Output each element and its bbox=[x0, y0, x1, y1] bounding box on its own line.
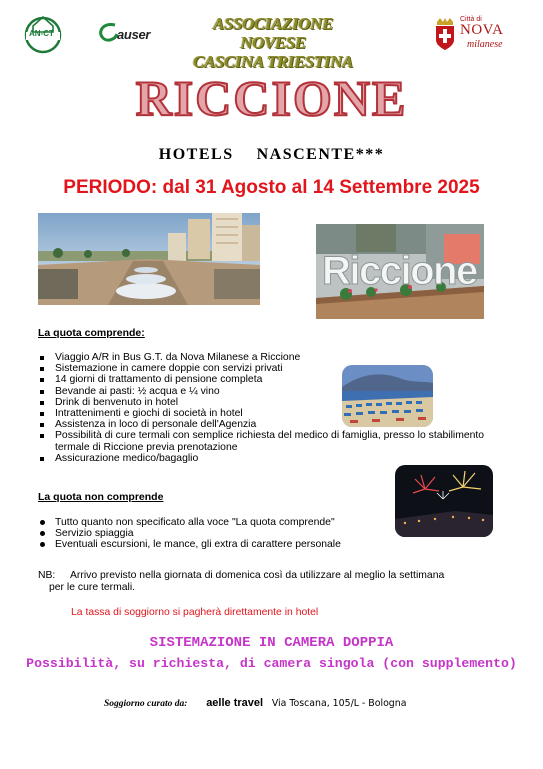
footer bbox=[104, 697, 406, 709]
room-type-heading: SISTEMAZIONE IN CAMERA DOPPIA bbox=[149, 635, 394, 651]
includes-item: Sistemazione in camere doppie con servizi privati bbox=[38, 363, 518, 374]
anct-logo bbox=[22, 14, 64, 54]
excludes-title: La quota non comprende bbox=[38, 491, 164, 503]
excludes-item: Eventuali escursioni, le mance, gli extra di carattere personale bbox=[38, 539, 398, 550]
includes-list bbox=[38, 352, 518, 464]
excludes-list bbox=[38, 517, 398, 551]
anct-logo-text: AN-CT bbox=[29, 29, 54, 38]
note-line-1: Arrivo previsto nella giornata di domenica così da utilizzare al meglio la settimana bbox=[70, 570, 445, 581]
note-label: NB: bbox=[38, 570, 56, 581]
includes-item: Drink di benvenuto in hotel bbox=[38, 397, 518, 408]
arrival-note bbox=[38, 570, 488, 594]
auser-logo bbox=[97, 20, 159, 46]
period-dates: PERIODO: dal 31 Agosto al 14 Settembre 2025 bbox=[63, 177, 480, 198]
page-title: RICCIONE bbox=[135, 70, 408, 126]
tax-note: La tassa di soggiorno si pagherà direttamente in hotel bbox=[71, 607, 319, 618]
includes-item: Assistenza in loco di personale dell'Agenzia bbox=[38, 419, 518, 430]
nova-logo-small: Città di bbox=[460, 16, 482, 23]
nova-logo-name: NOVA bbox=[460, 22, 504, 38]
riccione-sign-photo bbox=[316, 224, 484, 319]
single-room-note: Possibilità, su richiesta, di camera singola (con supplemento) bbox=[26, 656, 517, 671]
hotel-name: HOTELS NASCENTE*** bbox=[158, 146, 385, 163]
promenade-photo bbox=[38, 213, 260, 305]
fireworks-photo bbox=[395, 465, 493, 537]
agency-name: aelle travel bbox=[206, 697, 264, 709]
nova-milanese-logo bbox=[433, 14, 505, 54]
association-line-2: CASCINA TRIESTINA bbox=[193, 52, 353, 71]
includes-item: Intrattenimenti e giochi di società in hotel bbox=[38, 408, 518, 419]
includes-item: 14 giorni di trattamento di pensione completa bbox=[38, 374, 518, 385]
excludes-item: Servizio spiaggia bbox=[38, 528, 398, 539]
includes-item: Viaggio A/R in Bus G.T. da Nova Milanese a Riccione bbox=[38, 352, 518, 363]
association-title bbox=[180, 14, 366, 71]
includes-item: Possibilità di cure termali con semplice richiesta del medico di famiglia, presso lo stabilimento termale di Riccione previa prenotazione bbox=[38, 430, 518, 452]
includes-item: Bevande ai pasti: ½ acqua e ¼ vino bbox=[38, 386, 518, 397]
footer-label: Soggiorno curato da: bbox=[104, 699, 188, 709]
auser-logo-text: auser bbox=[117, 27, 151, 42]
association-line-1: ASSOCIAZIONE NOVESE bbox=[213, 14, 333, 52]
nova-logo-sub: milanese bbox=[467, 39, 503, 50]
note-line-2: per le cure termali. bbox=[49, 582, 136, 593]
sign-text: Riccione bbox=[322, 249, 477, 293]
excludes-item: Tutto quanto non specificato alla voce "La quota comprende" bbox=[38, 517, 398, 528]
includes-title: La quota comprende: bbox=[38, 327, 145, 339]
agency-address: Via Toscana, 105/L - Bologna bbox=[271, 698, 407, 709]
includes-item: Assicurazione medico/bagaglio bbox=[38, 453, 518, 464]
